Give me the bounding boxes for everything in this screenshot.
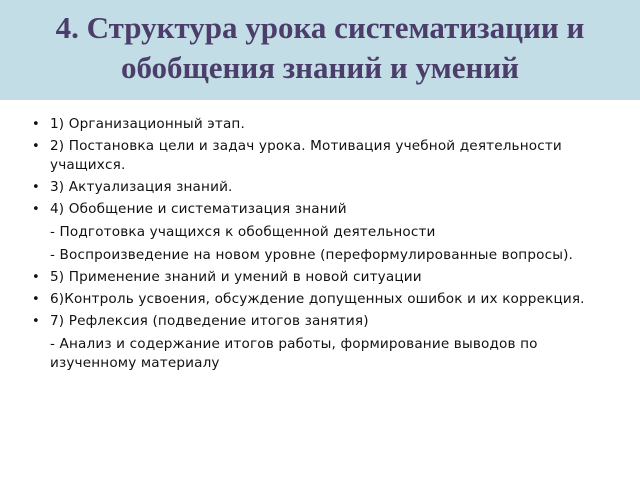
list-item-organization: [32, 115, 612, 134]
sub-item-preparation: - Подготовка учащихся к обобщенной деятельности: [50, 224, 436, 240]
list-item-text: 2) Постановка цели и задач урока. Мотивация учебной деятельности учащихся.: [50, 138, 562, 173]
slide-title: [0, 8, 640, 88]
list-item-text: 3) Актуализация знаний.: [50, 179, 233, 195]
list-item-text: 6)Контроль усвоения, обсуждение допущенных ошибок и их коррекция.: [50, 291, 585, 307]
slide-title-line-2: обобщения знаний и умений: [120, 50, 520, 85]
sub-item-analysis: - Анализ и содержание итогов работы, формирование выводов по изученному материалу: [50, 336, 538, 371]
list-item-control: [32, 290, 612, 309]
list-item-application: [32, 268, 612, 287]
list-item-text: 1) Организационный этап.: [50, 116, 245, 132]
list-item-text: 4) Обобщение и систематизация знаний: [50, 201, 347, 217]
list-item-text: 7) Рефлексия (подведение итогов занятия): [50, 313, 369, 329]
list-item-generalization: [32, 200, 612, 219]
bullet-icon: •: [32, 180, 40, 195]
bullet-icon: •: [32, 139, 40, 154]
bullet-icon: •: [32, 117, 40, 132]
bullet-icon: •: [32, 270, 40, 285]
list-item-reflection: [32, 312, 612, 331]
bullet-icon: •: [32, 292, 40, 307]
bullet-icon: •: [32, 314, 40, 329]
list-item-actualization: [32, 178, 612, 197]
list-item-text: 5) Применение знаний и умений в новой ситуации: [50, 269, 422, 285]
slide-title-line-1: 4. Структура урока систематизации и: [55, 10, 585, 45]
bullet-icon: •: [32, 202, 40, 217]
sub-item-reproduction: - Воспроизведение на новом уровне (переформулированные вопросы).: [50, 247, 574, 263]
slide-body: [32, 115, 612, 376]
list-item-goal-setting: [32, 137, 612, 175]
